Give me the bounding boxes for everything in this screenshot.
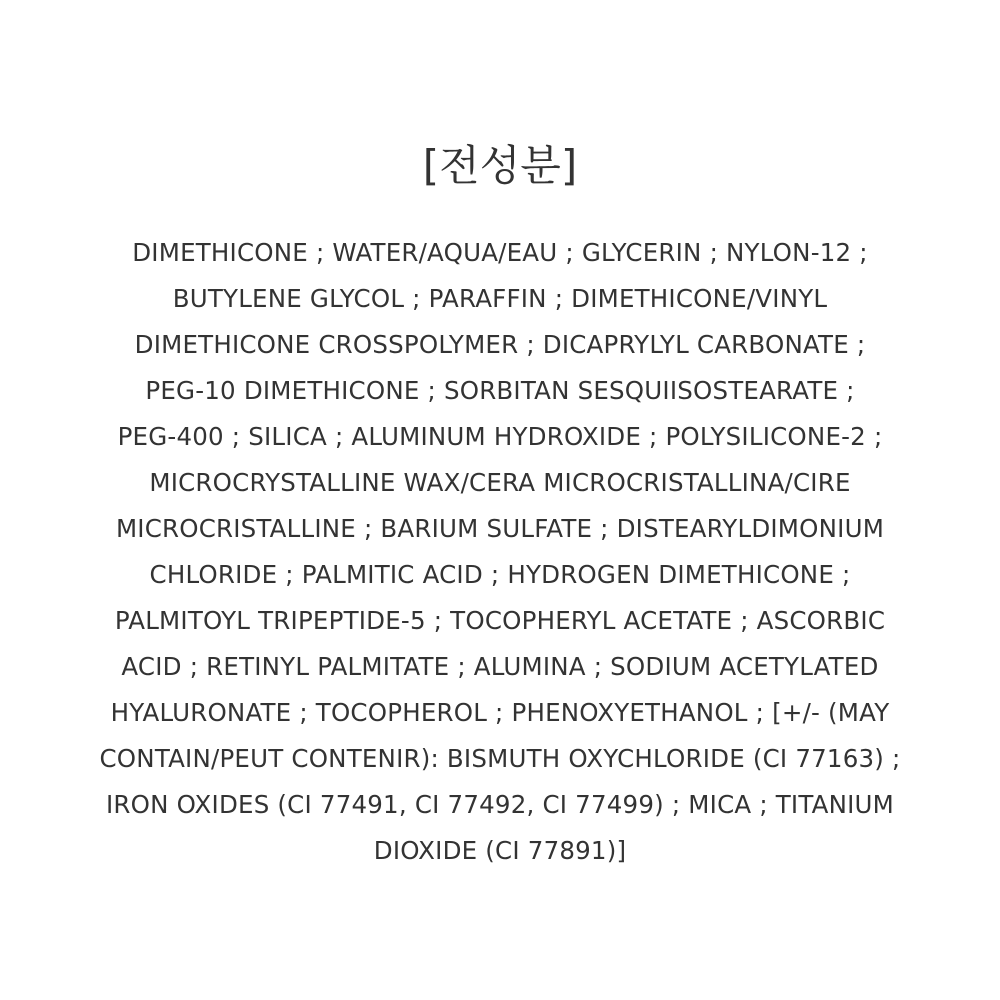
ingredients-line: DIMETHICONE ; WATER/AQUA/EAU ; GLYCERIN ; NYLON-12 ;: [132, 238, 868, 267]
ingredients-line: CONTAIN/PEUT CONTENIR): BISMUTH OXYCHLORIDE (CI 77163) ;: [99, 744, 901, 773]
ingredients-line: DIMETHICONE CROSSPOLYMER ; DICAPRYLYL CARBONATE ;: [134, 330, 866, 359]
page-title: [전성분]: [422, 141, 578, 190]
ingredients-line: MICROCRISTALLINE ; BARIUM SULFATE ; DISTEARYLDIMONIUM: [115, 514, 885, 543]
ingredients-line: ACID ; RETINYL PALMITATE ; ALUMINA ; SODIUM ACETYLATED: [121, 652, 879, 681]
ingredients-line: BUTYLENE GLYCOL ; PARAFFIN ; DIMETHICONE/VINYL: [172, 284, 828, 313]
ingredients-list: [40, 230, 960, 874]
ingredients-line: HYALURONATE ; TOCOPHEROL ; PHENOXYETHANOL ; [+/- (MAY: [110, 698, 890, 727]
ingredients-line: MICROCRYSTALLINE WAX/CERA MICROCRISTALLINA/CIRE: [149, 468, 851, 497]
ingredients-line: PEG-10 DIMETHICONE ; SORBITAN SESQUIISOSTEARATE ;: [145, 376, 855, 405]
ingredients-line: DIOXIDE (CI 77891)]: [373, 836, 627, 865]
ingredients-line: PEG-400 ; SILICA ; ALUMINUM HYDROXIDE ; POLYSILICONE-2 ;: [117, 422, 883, 451]
ingredients-line: PALMITOYL TRIPEPTIDE-5 ; TOCOPHERYL ACETATE ; ASCORBIC: [114, 606, 886, 635]
ingredients-line: IRON OXIDES (CI 77491, CI 77492, CI 77499) ; MICA ; TITANIUM: [105, 790, 895, 819]
ingredients-line: CHLORIDE ; PALMITIC ACID ; HYDROGEN DIMETHICONE ;: [149, 560, 851, 589]
